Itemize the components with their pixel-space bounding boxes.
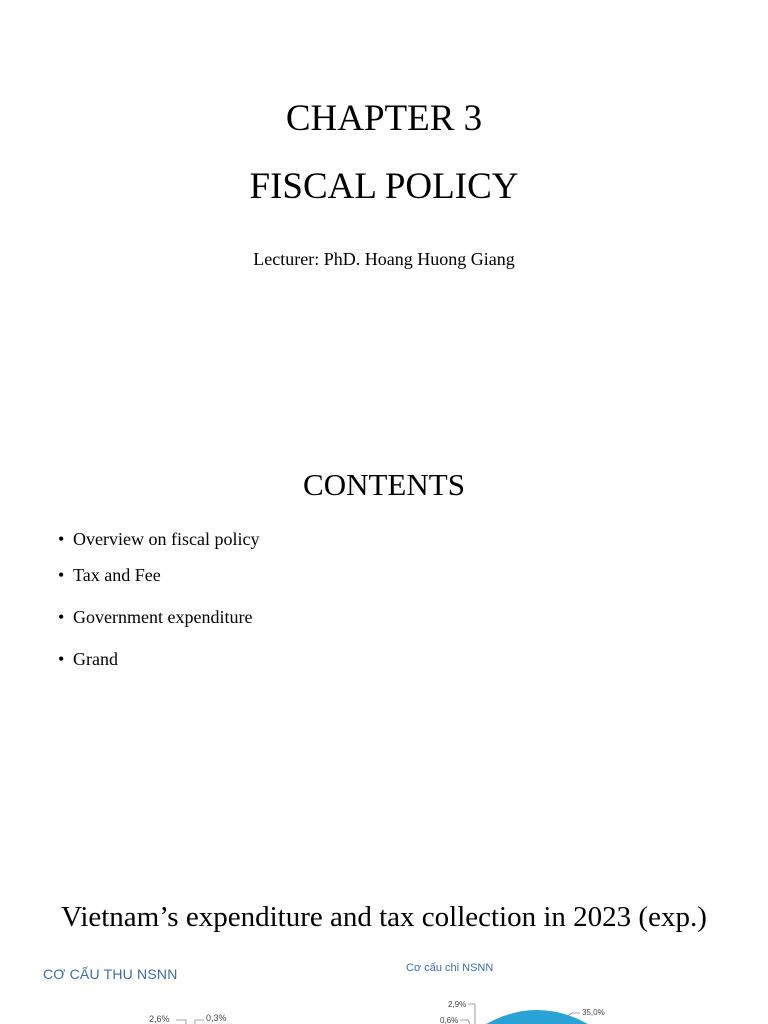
revenue-pct-label: 0,3% [206, 1013, 227, 1023]
expenditure-donut-segment [486, 1010, 588, 1024]
revenue-leader-line [176, 1020, 186, 1024]
expenditure-pct-label: 35,0% [582, 1008, 605, 1017]
expenditure-chart-title: Cơ cấu chi NSNN [406, 962, 494, 974]
bullet-icon: • [58, 565, 65, 585]
revenue-pct-label: 2,6% [149, 1014, 170, 1024]
revenue-leader-line [195, 1020, 204, 1024]
budget-slide-title: Vietnam’s expenditure and tax collection in 2023 (exp.) [61, 901, 707, 933]
expenditure-leader-line [468, 1004, 475, 1024]
list-item [58, 565, 161, 586]
bullet-icon: • [58, 607, 65, 627]
chapter-title: CHAPTER 3 [285, 98, 483, 139]
list-item [58, 607, 252, 628]
expenditure-pct-label: 2,9% [448, 1000, 467, 1009]
list-item-text: Grand [73, 649, 118, 669]
list-item-text: Overview on fiscal policy [73, 529, 260, 549]
list-item-text: Tax and Fee [73, 565, 161, 585]
list-item-text: Government expenditure [73, 607, 253, 627]
list-item [58, 649, 118, 670]
budget-charts-partial [0, 990, 768, 1024]
expenditure-chart-labels [440, 1000, 605, 1024]
revenue-chart-labels [149, 1013, 227, 1024]
revenue-chart-title: CƠ CẤU THU NSNN [43, 966, 178, 982]
bullet-icon: • [58, 649, 65, 669]
contents-heading: CONTENTS [303, 467, 465, 502]
bullet-icon: • [58, 529, 65, 549]
chapter-subtitle: FISCAL POLICY [249, 166, 519, 207]
expenditure-leader-line [460, 1020, 470, 1024]
expenditure-pct-label: 0,6% [440, 1016, 459, 1024]
lecturer-line: Lecturer: PhD. Hoang Huong Giang [253, 249, 515, 269]
list-item [58, 529, 259, 550]
